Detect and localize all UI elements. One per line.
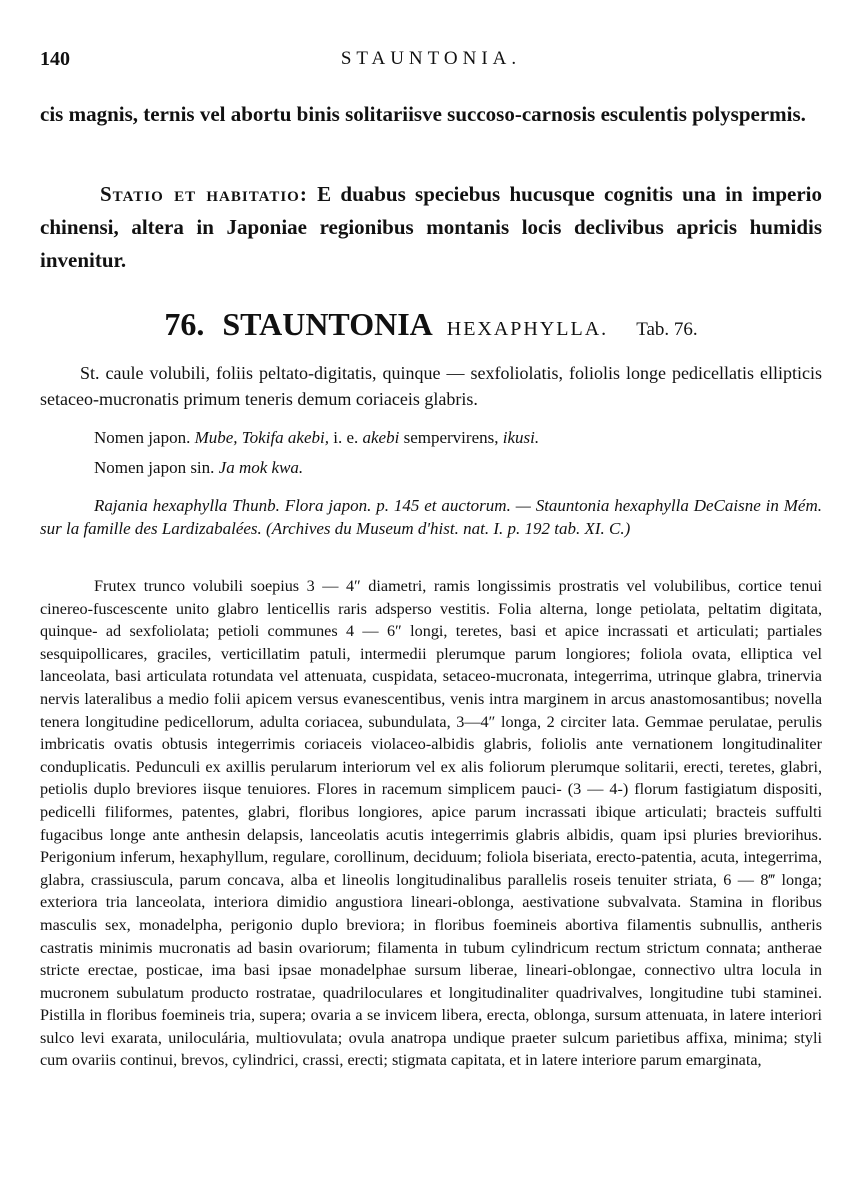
plate-reference: Tab. 76. [636,319,698,340]
nomen-japon-ie: i. e. [328,428,363,447]
nomen-japon-ikusi: ikusi. [502,428,540,447]
nomen-japon-label: Nomen japon. [94,428,191,447]
nomen-japon-sin-value: Ja mok kwa. [218,458,304,477]
species-epithet: HEXAPHYLLA. [446,318,609,340]
running-title: STAUNTONIA. [340,48,522,69]
nomen-japon-sin-label: Nomen japon sin. [94,458,215,477]
species-heading [40,306,822,343]
nomen-japon [94,428,822,448]
nomen-japon-sin [94,458,822,478]
page-header [40,48,822,78]
habitat-label: Statio et habitatio: [100,182,308,206]
page-number: 140 [40,48,70,70]
nomen-japon-akebi: akebi [362,428,400,447]
genus-fruit-text: cis magnis, ternis vel abortu binis solitariisve succoso-carnosis esculentis polyspermis. [40,102,806,126]
species-number: 76. [164,306,205,342]
species-description: Frutex trunco volubili soepius 3 — 4″ diametri, ramis longissimis prostratis vel volubilibus, cortice tenui cinereo-fuscescente unito glabro lenticellis raris adsperso vestitis. Folia alterna, longe petiolata, peltatim digitata, quinque- ad sexfoliolata; petioli communes 4 — 6″ longi, teretes, basi et apice incrassati et articulati; partiales sesquipollicares, graciles, verticillatim patuli, intermedii plerumque parum longiores; foliola ovata, elliptica vel lanceolata, basi articulata rotundata vel attenuata, cuspidata, setaceo-mucronata, integerrima, utrinque glabra, trinervia nervis lateralibus a medio folii apicem versus evanescentibus, venis intra marginem in arcus anastomosantibus; novella tenera longitudine pedicellorum, adulta coriacea, subundulata, 3—4″ longa, 2 circiter lata. Gemmae perulatae, perulis imbricatis ovatis obtusis integerrimis coriaceis violaceo-albidis glabris, foliolis ante vernationem longitudinaliter conduplicatis. Pedunculi ex axillis perularum interiorum vel ex alis foliorum plerumque solitarii, erecti, teretes, glabri, petiolis duplo breviores iisque tenuiores. Flores in racemum simplicem pauci- (3 — 4-) florum fastigiatum dispositi, pedicelli filiformes, patentes, glabri, floribus longiores, apice parum incrassati ibique articulati; bracteis suffulti fugacibus longe ante anthesin delapsis, lanceolatis acutis integerrimis glabris albidis, quam ipsi pluries breviorihus. Perigonium inferum, hexaphyllum, regulare, corollinum, deciduum; foliola biseriata, erecto-patentia, acuta, integerrima, glabra, crassiuscula, parum concava, alba et lineolis longitudinalibus parallelis roseis tenuiter striata, 6 — 8‴ longa; exteriora tria lanceolata, interiora dimidio angustiora lineari-oblonga, aestivatione subvalvata. Stamina in floribus masculis sex, monadelpha, perigonio duplo breviora; in floribus foemineis abortiva filamentis subnullis, antheris castratis minimis mucronatis ad basin ovariorum; filamenta in tubum cylindricum rectum strictum connata; antherae stricte erectae, posticae, ima basi ipsae monadelphae sursum liberae, lineari-oblongae, connectivo ultra locula in mucronem subulatum producto rostratae, quadriloculares et longitudinaliter quadrivalves, longitudine tubi staminei. Pistilla in floribus foemineis tria, supera; ovaria a se invicem libera, erecta, oblonga, sursum attenuata, in latere interiori sulco levi exarata, uniloculária, multiovulata; ovula anatropa undique praeter sulcum parietibus affixa, minima; styli cum ovariis continui, brevos, cylindrici, crassi, erecti; stigmata capitata, et in latere interiore parum emarginata, [40,577,822,1070]
nomen-japon-semper: sempervirens, [399,428,503,447]
habitat-paragraph [40,178,822,277]
habitat-text: E duabus speciebus hucusque cognitis una in imperio chinensi, altera in Japoniae regionibus montanis locis declivibus apricis humidis invenitur. [40,182,823,272]
species-diagnosis [40,360,822,412]
species-genus: STAUNTONIA [222,306,433,342]
diagnosis-text: St. caule volubili, foliis peltato-digitatis, quinque — sexfoliolatis, foliolis longe pedicellatis ellipticis setaceo-mucronatis primum teneris demum coriaceis glabris. [40,363,822,409]
synonymy: Rajania hexaphylla Thunb. Flora japon. p. 145 et auctorum. — Stauntonia hexaphylla DeCaisne in Mém. sur la famille des Lardizabalées. (Archives du Museum d'hist. nat. I. p. 192 tab. XI. C.) [40,496,822,538]
nomen-japon-value: Mube, Tokifa akebi, [194,428,329,447]
